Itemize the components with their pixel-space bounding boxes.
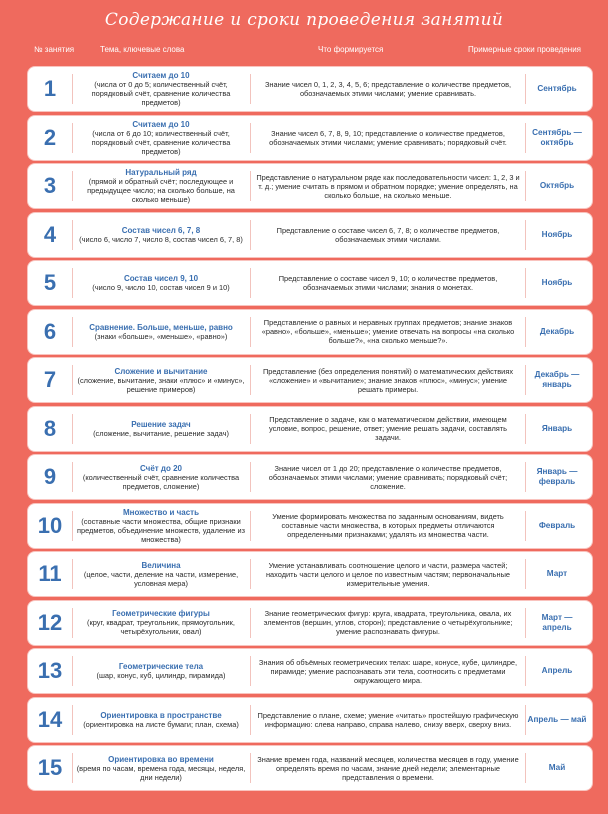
topic-title: Решение задач [131,419,191,429]
header-topic: Тема, ключевые слова [100,45,185,54]
topic-title: Считаем до 10 [132,119,190,129]
column-divider [525,268,526,298]
column-divider [250,220,251,250]
column-divider [72,317,73,347]
page-title: Содержание и сроки проведения занятий [104,10,504,30]
topic-title: Множество и часть [123,507,199,517]
table-row [28,310,592,354]
lesson-topic [72,464,250,491]
column-divider [525,414,526,444]
column-divider [250,123,251,153]
lesson-outcome: Знания об объёмных геометрических телах: шаре, конусе, кубе, цилиндре, пирамиде; умение распознавать эти тела, соотносить с предметами окружающего мира. [258,657,518,685]
lesson-topic [72,274,250,292]
lesson-date: Сентябрь [537,84,577,93]
topic-keywords: (прямой и обратный счёт; последующее и предыдущее число; на сколько больше, на сколько меньше) [87,177,235,204]
lesson-number: 1 [43,76,57,101]
lesson-date: Октябрь [539,181,575,190]
lesson-outcome: Представление о натуральном ряде как последовательности чисел: 1, 2, 3 и т. д.; умение считать в прямом и обратном порядке; умение определять, на сколько больше, на сколько меньше. [256,172,520,200]
topic-keywords: (число 9, число 10, состав чисел 9 и 10) [92,283,230,292]
lesson-date: Сентябрь — октябрь [532,127,582,147]
lesson-outcome: Представление о задаче, как о математическом действии, имеющем условие, вопрос, решение, ответ; умение решать задачи, составлять задачи. [269,415,507,442]
column-divider [525,705,526,735]
lesson-number: 13 [37,658,63,683]
topic-keywords: (круг, квадрат, треугольник, прямоугольник, четырёхугольник, овал) [87,618,235,636]
column-divider [525,656,526,686]
lesson-number: 8 [43,415,57,441]
table-row [28,407,592,451]
lesson-date: Февраль [538,520,576,530]
lesson-date: Декабрь — январь [534,370,580,389]
column-divider [250,171,251,201]
table-row [28,649,592,693]
lesson-topic [72,755,250,782]
column-divider [525,220,526,250]
topic-title: Сравнение. Больше, меньше, равно [89,322,233,332]
table-header [0,45,608,59]
lesson-topic [72,323,250,341]
column-divider [250,74,251,104]
lesson-topic [72,226,250,244]
topic-keywords: (количественный счёт, сравнение количества предметов, сложение) [82,472,240,491]
lesson-number: 3 [43,173,57,198]
lesson-date: Январь — февраль [536,467,578,486]
lesson-number: 9 [43,464,57,489]
column-divider [72,414,73,444]
table-row [28,67,592,111]
column-divider [525,365,526,395]
topic-keywords: (сложение, вычитание, знаки «плюс» и «минус», решение примеров) [77,375,245,394]
header-what: Что формируется [318,45,384,54]
table-row [28,213,592,257]
column-divider [525,171,526,201]
column-divider [250,753,251,783]
topic-keywords: (составные части множества, общие признаки предметов, объединение множеств, удаление из множества) [77,516,245,544]
column-divider [250,705,251,735]
column-divider [250,414,251,444]
column-divider [72,462,73,492]
lesson-topic [72,168,250,204]
topic-keywords: (числа от 0 до 5; количественный счёт, порядковый счёт, сравнение количества предметов) [91,80,231,107]
lesson-date: Январь [541,423,573,433]
lesson-topic [72,420,250,438]
topic-title: Геометрические фигуры [112,609,210,618]
lesson-date: Май [548,763,566,772]
lesson-number: 5 [43,270,57,295]
table-row [28,455,592,499]
topic-title: Счёт до 20 [140,463,182,473]
column-divider [250,462,251,492]
table-row [28,746,592,790]
table-row [28,261,592,305]
topic-title: Натуральный ряд [125,168,197,177]
topic-title: Состав чисел 6, 7, 8 [121,225,201,235]
column-divider [72,705,73,735]
column-divider [72,656,73,686]
column-divider [72,171,73,201]
topic-title: Сложение и вычитание [114,366,208,376]
column-divider [525,317,526,347]
table-row [28,164,592,208]
column-divider [250,559,251,589]
table-row [28,601,592,645]
lesson-number: 4 [43,221,57,247]
topic-title: Ориентировка в пространстве [100,710,222,720]
table-row [28,358,592,402]
header-date: Примерные сроки проведения [468,45,581,54]
topic-title: Считаем до 10 [132,71,190,80]
lesson-number: 7 [43,367,57,392]
lesson-date: Декабрь [539,326,575,336]
topic-keywords: (ориентировка на листе бумаги; план, схема) [83,719,239,729]
lesson-outcome: Умение формировать множества по заданным основаниям, видеть составные части множества, в которых предметы отличаются определенными признаками; удалять из множества части. [272,512,504,539]
lesson-number: 14 [37,706,63,732]
column-divider [525,511,526,541]
lesson-number: 12 [37,609,63,635]
column-divider [250,608,251,638]
lesson-outcome: Знание чисел 0, 1, 2, 3, 4, 5, 6; представление о количестве предметов, обозначаемых этими числами; умение сравнивать. [264,80,512,98]
lesson-outcome: Представление о плане, схеме; умение «читать» простейшую графическую информацию: слева направо, справа налево, снизу вверх, сверху вниз. [257,710,519,729]
column-divider [525,462,526,492]
lesson-outcome: Знание чисел 6, 7, 8, 9, 10; представление о количестве предметов, обозначаемых этими числами; умение сравнивать; порядковый счёт. [269,128,507,147]
column-divider [525,559,526,589]
table-row [28,116,592,160]
column-divider [525,74,526,104]
column-divider [72,753,73,783]
lesson-outcome: Представление (без определения понятий) о математических действиях «сложение» и «вычитание»; знание знаков «плюс», «минус»; умение решать примеры. [262,366,514,394]
lesson-date: Март — апрель [541,612,573,632]
column-divider [250,365,251,395]
topic-keywords: (сложение, вычитание, решение задач) [93,428,229,438]
topic-keywords: (знаки «больше», «меньше», «равно») [94,331,228,341]
topic-title: Ориентировка во времени [108,754,214,764]
lesson-date: Ноябрь [541,229,573,239]
lesson-outcome: Знание чисел от 1 до 20; представление о количестве предметов, обозначаемых этими числами; умение сравнивать; порядковый счёт; сложение. [268,463,508,491]
lesson-number: 10 [37,512,63,538]
topic-title: Величина [141,560,181,570]
lesson-number: 2 [43,124,57,150]
column-divider [72,268,73,298]
lesson-topic [72,711,250,729]
column-divider [72,511,73,541]
lesson-outcome: Знание геометрических фигур: круга, квадрата, треугольника, овала, их элементов (вершин, углов, сторон); представление о четырёхугольнике; умение распознавать фигуры. [263,609,513,636]
column-divider [250,317,251,347]
column-divider [72,365,73,395]
lesson-outcome: Умение устанавливать соотношение целого и части, размера частей; находить части целого и целое по известным частям; первоначальные измерительные умения. [265,560,511,588]
lesson-date: Апрель [541,666,573,675]
topic-title: Геометрические тела [118,662,204,671]
column-divider [72,220,73,250]
lesson-topic [72,71,250,107]
column-divider [72,74,73,104]
lesson-outcome: Представление о составе чисел 9, 10; о количестве предметов, обозначаемых этими числами; знания о монетах. [278,274,498,292]
lesson-topic [72,120,250,156]
table-row [28,552,592,596]
lesson-topic [72,367,250,394]
topic-title: Состав чисел 9, 10 [123,274,199,283]
topic-keywords: (шар, конус, куб, цилиндр, пирамида) [96,671,226,680]
column-divider [72,123,73,153]
column-divider [72,559,73,589]
lesson-number: 6 [43,318,57,344]
lesson-date: Апрель — май [527,714,587,724]
column-divider [525,123,526,153]
column-divider [250,656,251,686]
lesson-topic [72,508,250,544]
table-row [28,698,592,742]
lesson-topic [72,609,250,636]
column-divider [72,608,73,638]
topic-keywords: (целое, части, деление на части, измерение, условная мера) [83,569,239,588]
column-divider [250,268,251,298]
lesson-date: Март [546,569,568,578]
lesson-date: Ноябрь [541,278,573,287]
column-divider [525,608,526,638]
topic-keywords: (числа от 6 до 10; количественный счёт, порядковый счёт, сравнение количества предметов) [91,128,231,156]
header-num: № занятия [34,45,75,54]
topic-keywords: (число 6, число 7, число 8, состав чисел 6, 7, 8) [79,234,243,244]
lesson-topic [72,662,250,680]
lesson-outcome: Представление о составе чисел 6, 7, 8; о количестве предметов, обозначаемых этими числами. [276,225,500,244]
column-divider [250,511,251,541]
lesson-number: 11 [38,561,62,586]
lessons-table [28,67,592,795]
lesson-number: 15 [37,755,63,780]
topic-keywords: (время по часам, времена года, месяцы, неделя, дни недели) [76,763,246,782]
column-divider [525,753,526,783]
lesson-outcome: Знание времен года, названий месяцев, количества месяцев в году, умение определять время по часам, знание дней недели; элементарные представления о времени. [257,754,519,782]
lesson-outcome: Представление о равных и неравных группах предметов; знание знаков «равно», «больше», «меньше»; умение отвечать на вопросы «на сколько больше?», «на сколько меньше?». [261,318,515,345]
lesson-topic [72,561,250,588]
table-row [28,504,592,548]
